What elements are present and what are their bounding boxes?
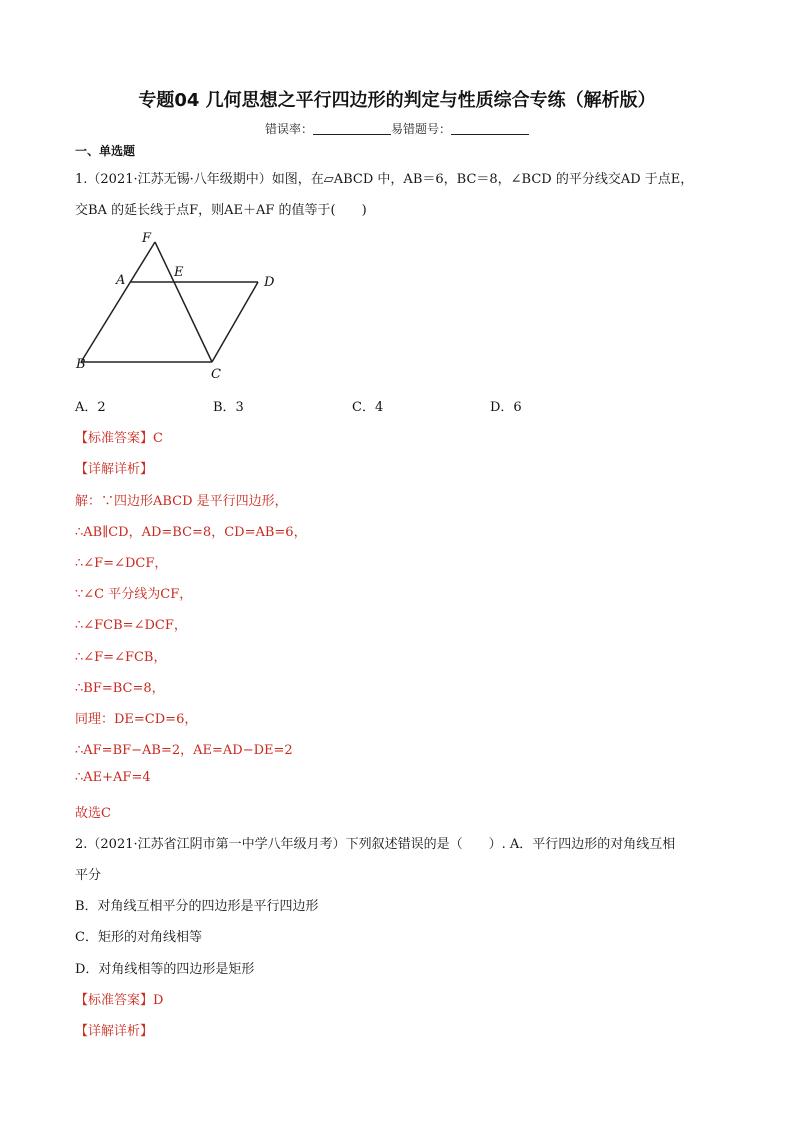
q2-option-b: B．对角线互相平分的四边形是平行四边形 xyxy=(75,899,319,914)
q1-solution-line: ∴∠FCB=∠DCF， xyxy=(75,618,187,633)
q2-answer: 【标准答案】D xyxy=(75,993,164,1008)
section-title: 一、单选题 xyxy=(75,144,136,158)
label-f: F xyxy=(142,231,152,246)
document-title: 专题04 几何思想之平行四边形的判定与性质综合专练（解析版） xyxy=(138,90,656,111)
q1-answer: 【标准答案】C xyxy=(75,431,163,446)
q1-option-d: D．6 xyxy=(490,400,522,415)
label-d: D xyxy=(264,275,275,290)
q1-solution-line: ∴AE+AF=4 xyxy=(75,770,151,785)
segment-cd xyxy=(212,282,258,362)
parallelogram-figure xyxy=(72,228,292,380)
q1-solution-line: ∴∠F=∠DCF， xyxy=(75,556,168,571)
q1-solution-line: ∵∠C 平分线为CF， xyxy=(75,587,193,602)
q1-option-a: A．2 xyxy=(75,400,106,415)
q1-solution-line: ∴∠F=∠FCB， xyxy=(75,650,167,665)
q1-stem-line2: 交BA 的延长线于点F，则AE＋AF 的值等于( ) xyxy=(75,203,367,218)
error-rate-blank xyxy=(313,122,391,135)
q1-solution-line: ∴AB∥CD，AD=BC=8，CD=AB=6， xyxy=(75,525,307,540)
error-stats-line xyxy=(0,120,794,137)
q2-option-c: C．矩形的对角线相等 xyxy=(75,930,202,945)
q1-solution-line: 解：∵四边形ABCD 是平行四边形， xyxy=(75,494,288,509)
error-items-label: 易错题号： xyxy=(391,122,452,136)
label-b: B xyxy=(76,357,86,372)
q1-option-b: B．3 xyxy=(213,400,244,415)
q1-solution-line: 故选C xyxy=(75,806,111,821)
label-a: A xyxy=(116,273,126,288)
q2-analysis-heading: 【详解详析】 xyxy=(75,1024,154,1039)
error-items-blank xyxy=(451,122,529,135)
q1-solution-line: ∴AF=BF−AB=2，AE=AD−DE=2 xyxy=(75,743,293,758)
q1-solution-line: ∴BF=BC=8， xyxy=(75,681,165,696)
q2-stem-line2: 平分 xyxy=(75,868,102,883)
segment-fc xyxy=(155,242,212,362)
q2-option-d: D．对角线相等的四边形是矩形 xyxy=(75,962,255,977)
error-rate-label: 错误率： xyxy=(264,122,313,136)
q1-analysis-heading: 【详解详析】 xyxy=(75,462,154,477)
q1-stem-line1: 1.（2021·江苏无锡·八年级期中）如图，在▱ABCD 中，AB＝6，BC＝8，∠BCD 的平分线交AD 于点E， xyxy=(75,172,694,187)
label-e: E xyxy=(174,265,184,280)
q1-option-c: C．4 xyxy=(352,400,384,415)
segment-bf xyxy=(81,242,155,362)
q2-stem-line1: 2.（2021·江苏省江阴市第一中学八年级月考）下列叙述错误的是（ ）. A．平行四边形的对角线互相 xyxy=(75,837,676,852)
label-c: C xyxy=(211,367,221,380)
q1-solution-line: 同理：DE=CD=6， xyxy=(75,712,198,727)
